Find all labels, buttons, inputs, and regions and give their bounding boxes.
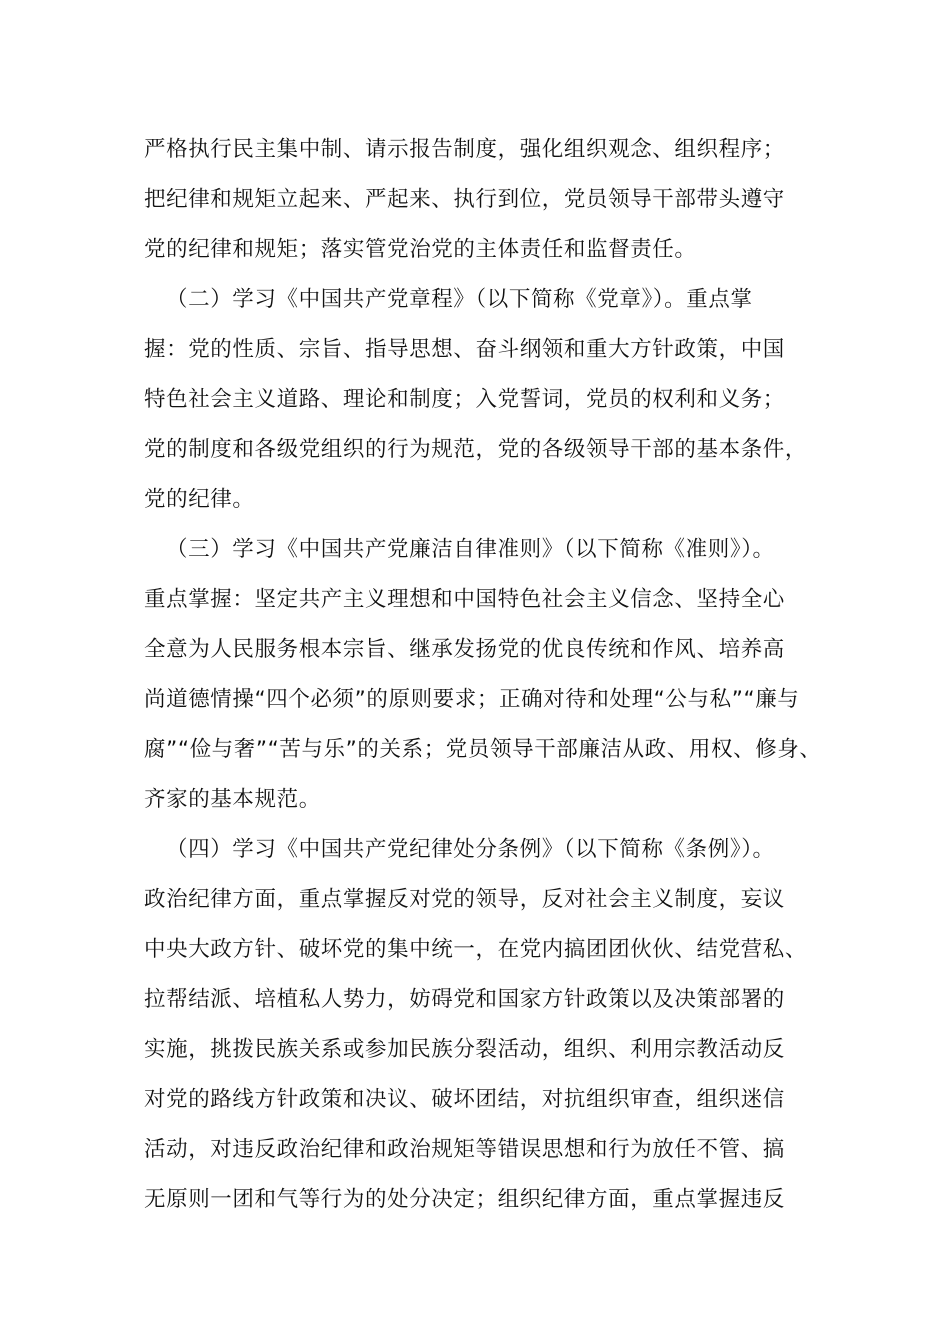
text-line: 全意为人民服务根本宗旨、继承发扬党的优良传统和作风、培养高 <box>144 637 785 662</box>
text-line: 实施，挑拨民族关系或参加民族分裂活动，组织、利用宗教活动反 <box>144 1037 785 1062</box>
text-line: 严格执行民主集中制、请示报告制度，强化组织观念、组织程序； <box>144 137 785 162</box>
text-line: 腐”“俭与奢”“苦与乐”的关系；党员领导干部廉洁从政、用权、修身、 <box>144 737 822 762</box>
section-heading-4: （四）学习《中国共产党纪律处分条例》（以下简称《条例》）。 <box>166 837 775 862</box>
text-line: 党的纪律。 <box>144 487 255 512</box>
text-line: 无原则一团和气等行为的处分决定；组织纪律方面，重点掌握违反 <box>144 1187 785 1212</box>
text-line: 政治纪律方面，重点掌握反对党的领导，反对社会主义制度，妄议 <box>144 887 785 912</box>
text-line: 把纪律和规矩立起来、严起来、执行到位，党员领导干部带头遵守 <box>144 187 785 212</box>
text-line: 握：党的性质、宗旨、指导思想、奋斗纲领和重大方针政策，中国 <box>144 337 785 362</box>
text-line: 党的纪律和规矩；落实管党治党的主体责任和监督责任。 <box>144 237 697 262</box>
text-line: 重点掌握：坚定共产主义理想和中国特色社会主义信念、坚持全心 <box>144 587 785 612</box>
text-line: 尚道德情操“四个必须”的原则要求；正确对待和处理“公与私”“廉与 <box>144 687 800 712</box>
section-heading-2: （二）学习《中国共产党章程》（以下简称《党章》）。重点掌 <box>166 287 753 312</box>
text-line: 党的制度和各级党组织的行为规范，党的各级领导干部的基本条件， <box>144 437 808 462</box>
text-line: 中央大政方针、破坏党的集中统一，在党内搞团团伙伙、结党营私、 <box>144 937 808 962</box>
text-line: 对党的路线方针政策和决议、破坏团结，对抗组织审查，组织迷信 <box>144 1087 785 1112</box>
section-heading-3: （三）学习《中国共产党廉洁自律准则》（以下简称《准则》）。 <box>166 537 775 562</box>
text-line: 齐家的基本规范。 <box>144 787 321 812</box>
text-line: 活动，对违反政治纪律和政治规矩等错误思想和行为放任不管、搞 <box>144 1137 785 1162</box>
text-line: 特色社会主义道路、理论和制度；入党誓词，党员的权利和义务； <box>144 387 785 412</box>
text-line: 拉帮结派、培植私人势力，妨碍党和国家方针政策以及决策部署的 <box>144 987 785 1012</box>
